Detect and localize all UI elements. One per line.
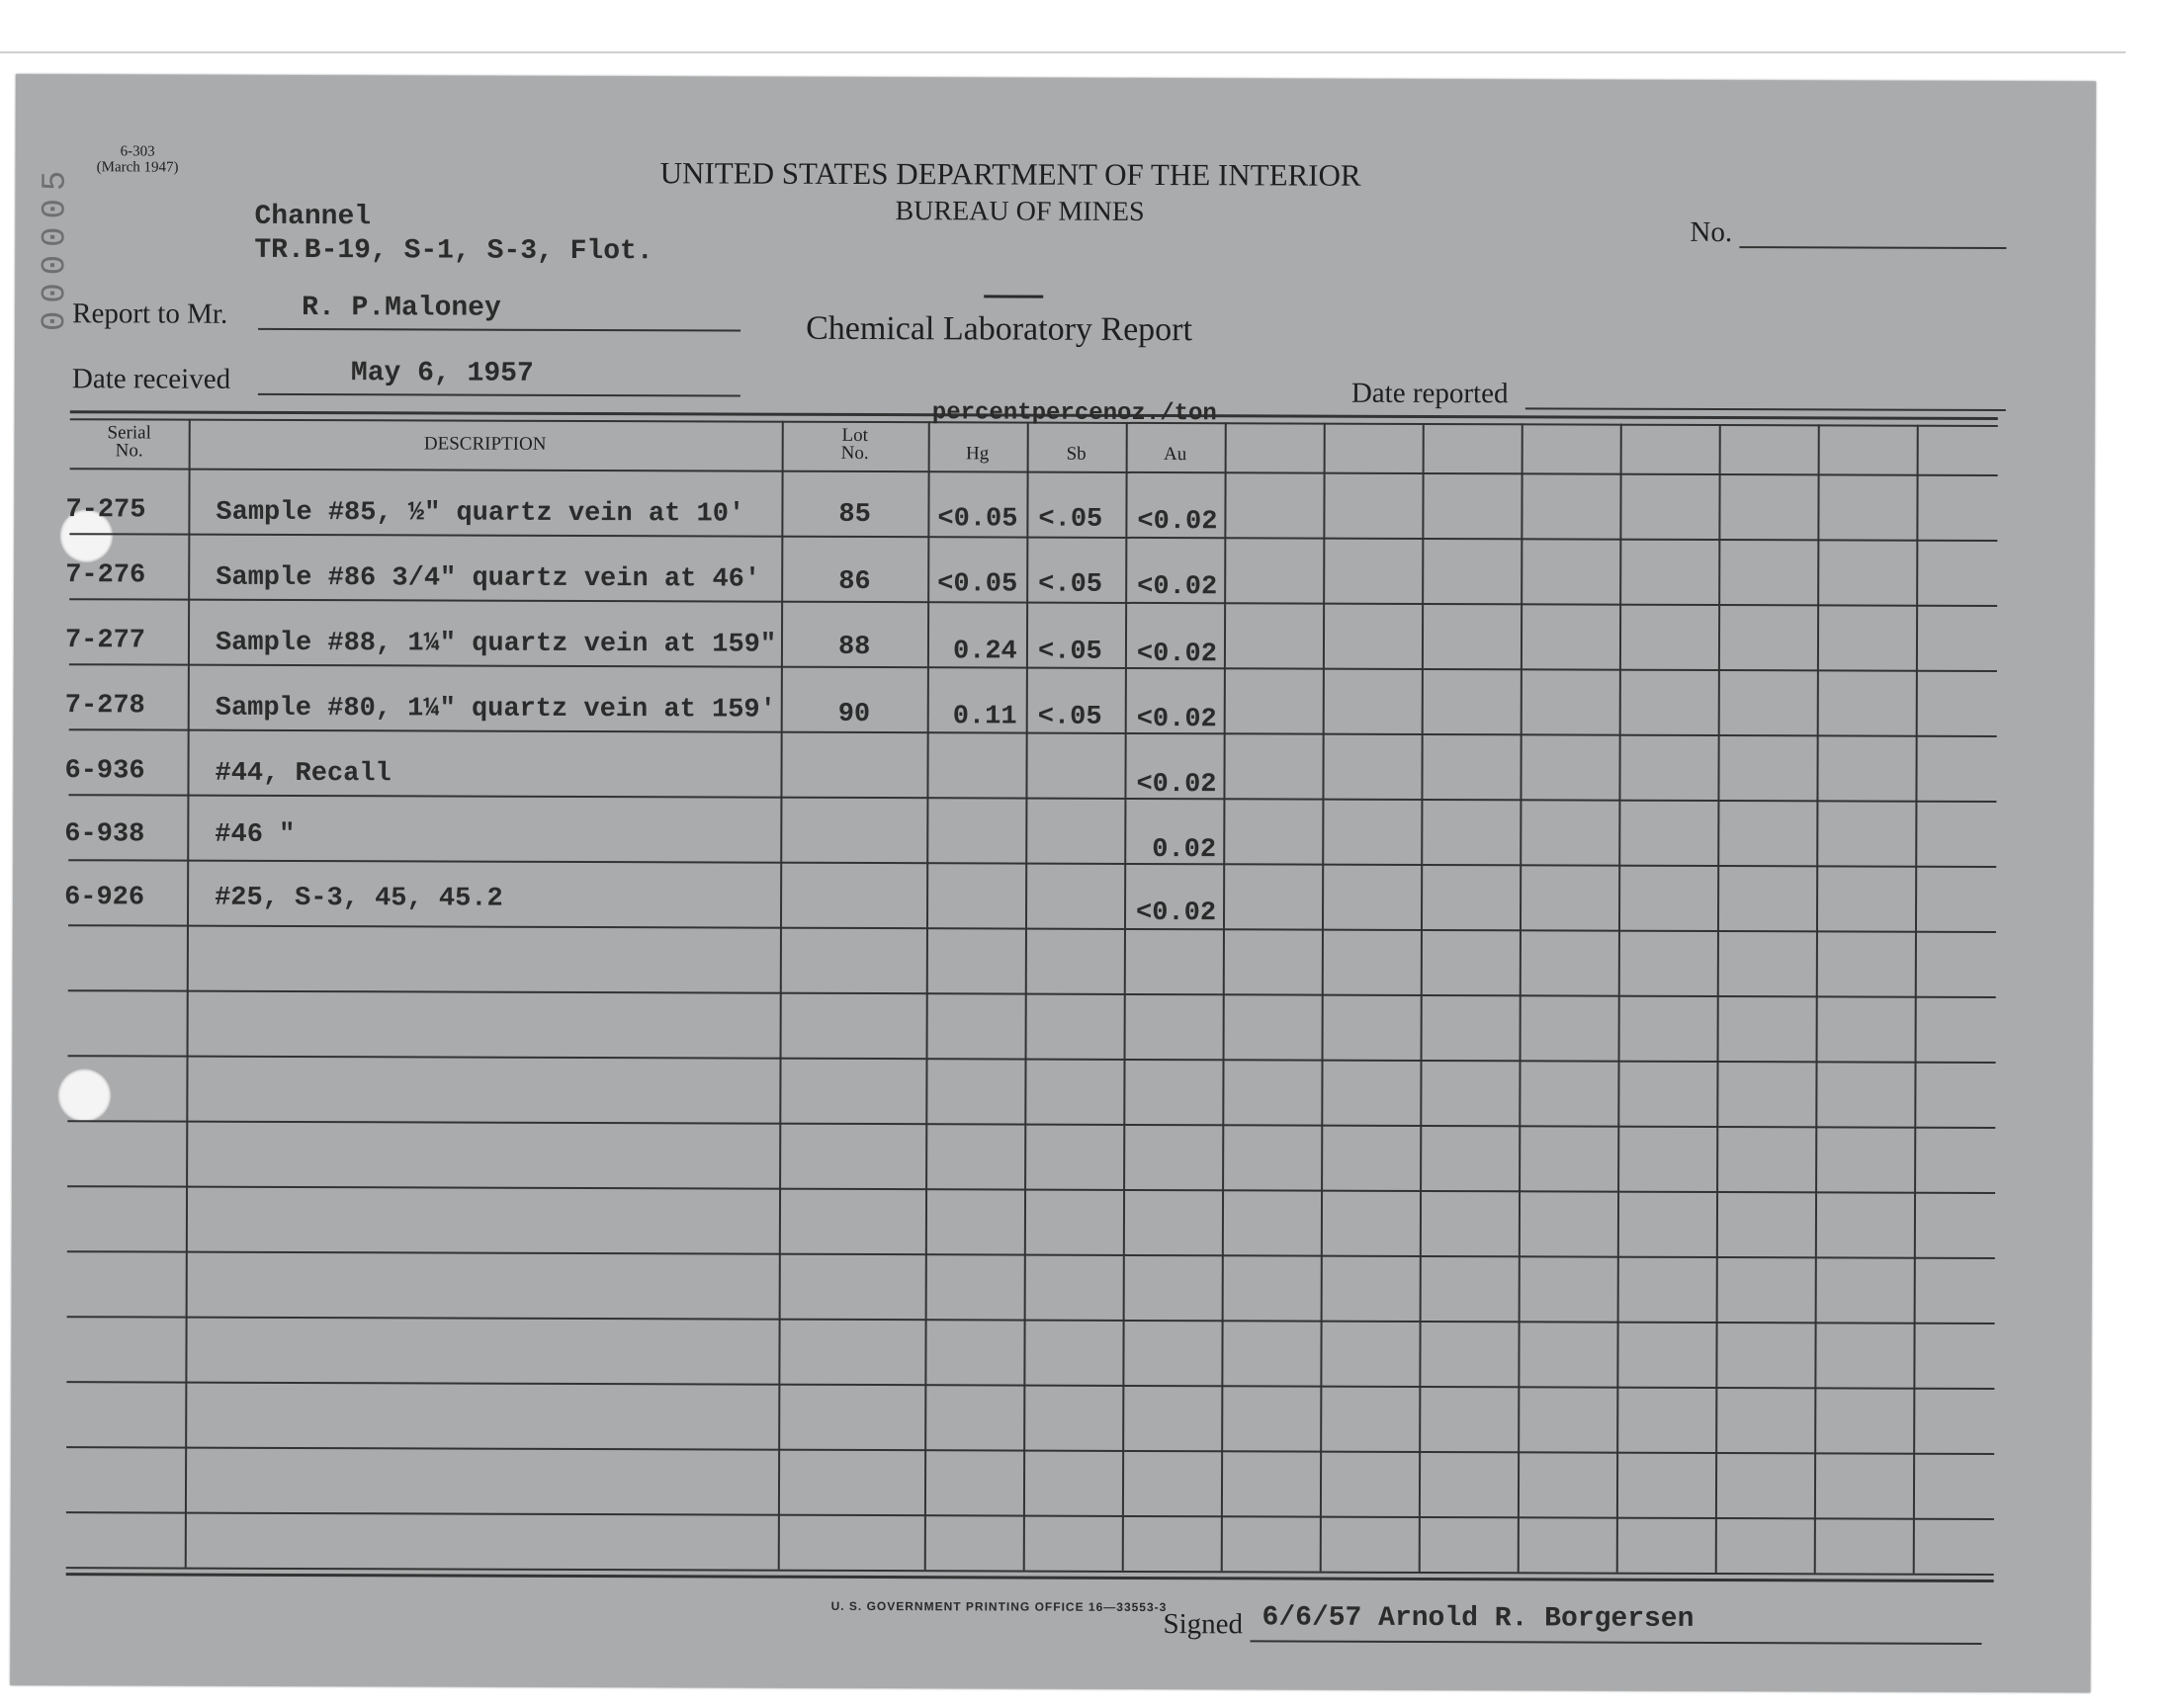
results-table bbox=[64, 399, 1998, 1583]
form-id bbox=[97, 143, 179, 175]
col-rule-blank bbox=[1814, 424, 1820, 1573]
col-rule-blank bbox=[1715, 424, 1721, 1573]
form-date: (March 1947) bbox=[96, 159, 179, 176]
serial-cell: 7-276 bbox=[65, 560, 146, 591]
report-to-underline bbox=[258, 328, 740, 332]
scan-edge-line bbox=[0, 51, 2126, 53]
description-header: DESCRIPTION bbox=[423, 433, 547, 455]
description-cell: #44, Recall bbox=[215, 758, 392, 790]
col-rule-blank bbox=[1320, 423, 1326, 1572]
hg-header: Hg bbox=[966, 443, 990, 465]
department-title: UNITED STATES DEPARTMENT OF THE INTERIOR bbox=[659, 155, 1361, 193]
au-cell: <0.02 bbox=[1136, 769, 1217, 801]
lot-cell: 90 bbox=[837, 699, 871, 730]
row-rule bbox=[67, 1120, 1995, 1129]
au-cell: <0.02 bbox=[1135, 897, 1217, 929]
row-rule bbox=[68, 989, 1996, 998]
au-cell: <0.02 bbox=[1137, 571, 1218, 603]
description-cell: Sample #80, 1¼" quartz vein at 159' bbox=[215, 693, 776, 726]
au-header: Au bbox=[1164, 444, 1187, 466]
au-cell: <0.02 bbox=[1136, 704, 1217, 735]
hg-cell: 0.11 bbox=[952, 702, 1017, 732]
row-rule bbox=[67, 1316, 1995, 1324]
printer-footer: U. S. GOVERNMENT PRINTING OFFICE 16—33553-3 bbox=[830, 1598, 1168, 1615]
form-number: 6-303 bbox=[120, 143, 155, 160]
description-cell: Sample #88, 1¼" quartz vein at 159" bbox=[215, 628, 777, 660]
serial-cell: 6-938 bbox=[64, 819, 145, 850]
col-rule-blank bbox=[1518, 423, 1523, 1572]
typed-channel: Channel bbox=[254, 201, 372, 233]
sb-cell: <.05 bbox=[1037, 637, 1102, 667]
au-cell: 0.02 bbox=[1152, 835, 1217, 866]
hg-cell: 0.24 bbox=[952, 637, 1017, 667]
serial-cell: 6-936 bbox=[64, 756, 145, 787]
bureau-title: BUREAU OF MINES bbox=[895, 196, 1145, 227]
au-cell: <0.02 bbox=[1136, 639, 1218, 670]
col-rule-lot bbox=[924, 421, 930, 1570]
title-divider bbox=[984, 295, 1043, 298]
sb-header: Sb bbox=[1066, 443, 1087, 465]
report-to-label: Report to Mr. bbox=[72, 298, 228, 330]
hg-cell: <0.05 bbox=[937, 569, 1018, 600]
serial-cell: 7-277 bbox=[64, 626, 146, 656]
serial-cell: 6-926 bbox=[64, 883, 145, 913]
hg-cell: <0.05 bbox=[937, 504, 1018, 535]
margin-number: 000005 bbox=[37, 162, 75, 332]
lot-cell: 86 bbox=[838, 566, 871, 598]
date-received-value: May 6, 1957 bbox=[350, 358, 534, 389]
sb-cell: <.05 bbox=[1037, 702, 1102, 732]
col-rule-blank bbox=[1419, 423, 1425, 1572]
date-reported-underline bbox=[1525, 407, 2006, 411]
sb-cell: <.05 bbox=[1038, 569, 1103, 600]
no-underline bbox=[1739, 246, 2006, 249]
serial-cell: 7-275 bbox=[65, 495, 146, 526]
row-rule bbox=[68, 924, 1996, 933]
serial-header: Serial No. bbox=[107, 422, 151, 462]
report-title: Chemical Laboratory Report bbox=[806, 309, 1193, 349]
row-rule bbox=[69, 663, 1997, 672]
date-reported-label: Date reported bbox=[1350, 377, 1509, 410]
col-rule-serial bbox=[185, 419, 191, 1568]
row-rule bbox=[66, 1381, 1994, 1390]
units-typed-header: percentpercenoz./ton bbox=[931, 399, 1217, 428]
serial-cell: 7-278 bbox=[64, 691, 145, 722]
row-rule bbox=[68, 794, 1996, 803]
lot-header: Lot No. bbox=[840, 424, 869, 465]
col-rule-blank bbox=[1913, 425, 1919, 1574]
typed-tr-line: TR.B-19, S-1, S-3, Flot. bbox=[254, 234, 653, 268]
col-rule-description bbox=[778, 421, 784, 1570]
signed-underline bbox=[1250, 1640, 1981, 1645]
description-cell: Sample #85, ½" quartz vein at 10' bbox=[216, 497, 745, 530]
row-rule bbox=[68, 1055, 1996, 1064]
report-to-value: R. P.Maloney bbox=[302, 293, 501, 324]
sb-cell: <.05 bbox=[1038, 504, 1103, 535]
col-rule-sb bbox=[1122, 422, 1128, 1571]
row-rule bbox=[66, 1511, 1994, 1520]
description-cell: Sample #86 3/4" quartz vein at 46' bbox=[216, 562, 761, 595]
header-bottom-rule bbox=[70, 468, 1998, 476]
date-received-underline bbox=[258, 393, 740, 397]
lot-cell: 85 bbox=[838, 499, 871, 531]
row-rule bbox=[68, 859, 1996, 868]
report-sheet bbox=[10, 74, 2096, 1692]
row-rule bbox=[69, 533, 1997, 542]
row-rule bbox=[69, 598, 1997, 607]
signed-label: Signed bbox=[1163, 1608, 1244, 1641]
col-rule-blank bbox=[1616, 424, 1622, 1573]
row-rule bbox=[67, 1250, 1995, 1259]
lot-cell: 88 bbox=[837, 632, 871, 663]
row-rule bbox=[69, 728, 1997, 737]
row-rule bbox=[67, 1185, 1995, 1194]
row-rule bbox=[66, 1446, 1994, 1455]
description-cell: #46 " bbox=[215, 819, 296, 850]
description-cell: #25, S-3, 45, 45.2 bbox=[215, 883, 503, 914]
au-cell: <0.02 bbox=[1137, 506, 1218, 538]
date-received-label: Date received bbox=[71, 363, 231, 395]
col-rule-hg bbox=[1023, 422, 1029, 1571]
no-label: No. bbox=[1690, 215, 1733, 249]
signed-value: 6/6/57 Arnold R. Borgersen bbox=[1262, 1602, 1695, 1635]
col-rule-au bbox=[1221, 422, 1227, 1571]
